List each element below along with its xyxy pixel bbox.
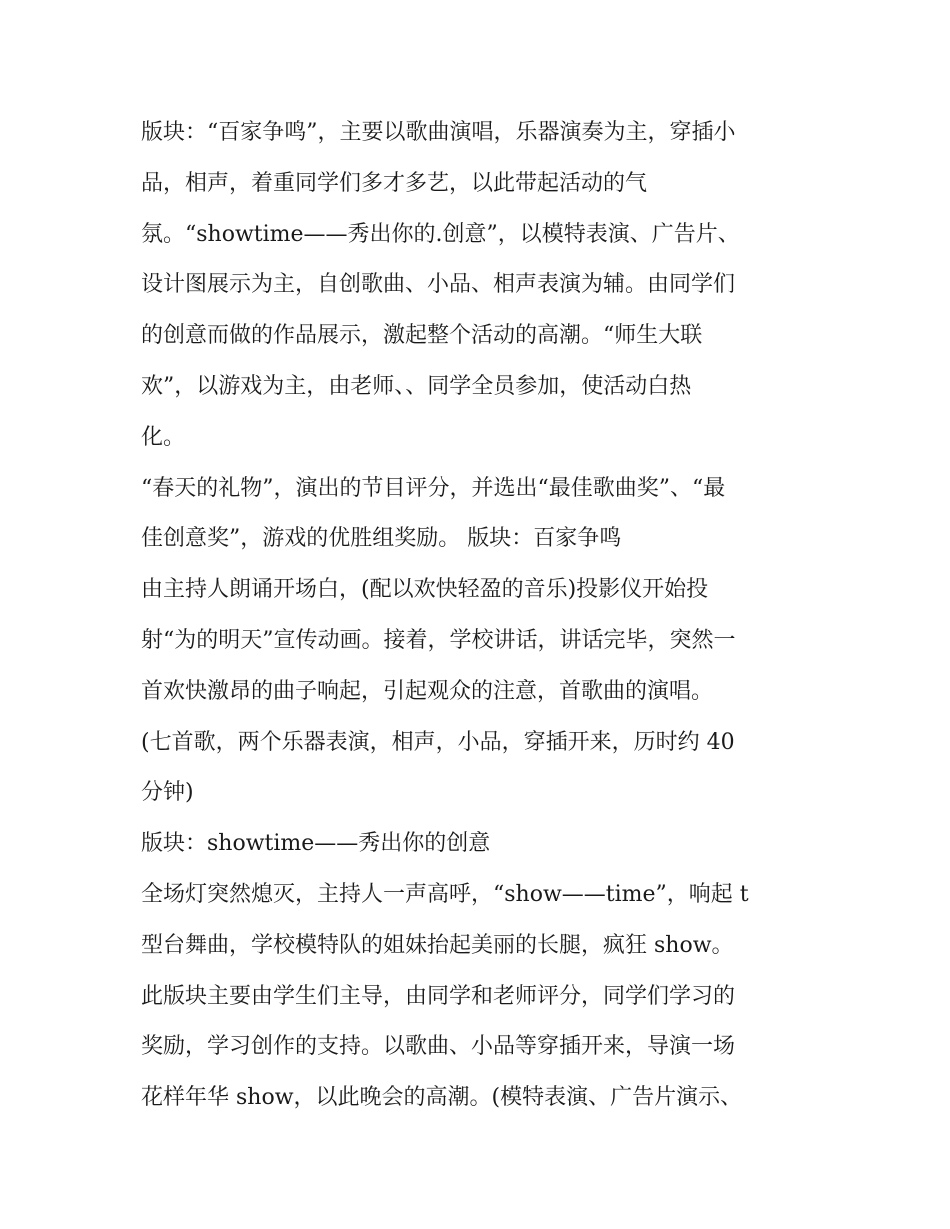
document-body (141, 108, 821, 1124)
text-line: 设计图展示为主，自创歌曲、小品、相声表演为辅。由同学们 (141, 272, 736, 298)
text-line: 此版块主要由学生们主导，由同学和老师评分，同学们学习的 (141, 983, 736, 1009)
text-line: 版块：showtime——秀出你的创意 (141, 831, 491, 857)
text-line: 首欢快激昂的曲子响起，引起观众的注意，首歌曲的演唱。 (141, 678, 714, 704)
text-line: 型台舞曲，学校模特队的姐妹抬起美丽的长腿，疯狂 show。 (141, 932, 734, 958)
text-line: 品，相声，着重同学们多才多艺，以此带起活动的气 (141, 170, 648, 196)
text-line: 全场灯突然熄灭，主持人一声高呼，“show——time”，响起 t (141, 881, 749, 907)
text-line: 分钟) (141, 780, 194, 806)
text-line: “春天的礼物”，演出的节目评分，并选出“最佳歌曲奖”、“最 (141, 475, 726, 501)
text-line: 由主持人朗诵开场白，(配以欢快轻盈的音乐)投影仪开始投 (141, 577, 709, 603)
text-line: 化。 (141, 424, 186, 450)
text-line: 欢”，以游戏为主，由老师、、同学全员参加，使活动白热 (141, 373, 692, 399)
text-line: 版块：“百家争鸣”，主要以歌曲演唱，乐器演奏为主，穿插小 (141, 120, 736, 145)
text-line: 氛。“showtime——秀出你的.创意”，以模特表演、广告片、 (141, 221, 740, 247)
text-line: (七首歌，两个乐器表演，相声，小品，穿插开来，历时约 40 (141, 729, 735, 755)
text-line: 佳创意奖”，游戏的优胜组奖励。 版块：百家争鸣 (141, 526, 622, 552)
text-line: 的创意而做的作品展示，激起整个活动的高潮。“师生大联 (141, 323, 703, 349)
text-line: 奖励，学习创作的支持。以歌曲、小品等穿插开来，导演一场 (141, 1034, 736, 1060)
text-line: 射“为的明天”宣传动画。接着，学校讲话，讲话完毕，突然一 (141, 627, 736, 653)
text-line: 花样年华 show，以此晚会的高潮。(模特表演、广告片演示、 (141, 1085, 743, 1111)
